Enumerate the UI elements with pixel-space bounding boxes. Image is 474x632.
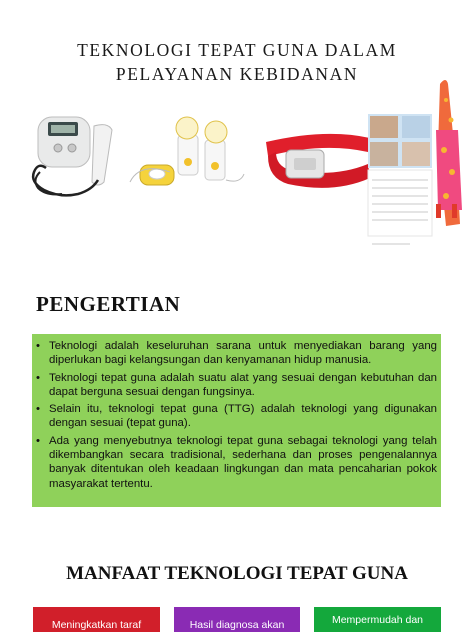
pengertian-heading: PENGERTIAN xyxy=(36,292,181,316)
manfaat-heading: MANFAAT TEKNOLOGI TEPAT GUNA xyxy=(66,563,408,584)
pengertian-list xyxy=(36,339,437,491)
manfaat-card-label: Meningkatkan taraf xyxy=(51,619,142,631)
list-item-text: Teknologi tepat guna adalah suatu alat yang sesuai dengan kebutuhan dan dapat berguna sesuai dengan fungsinya. xyxy=(49,371,437,398)
list-item-text: Selain itu, teknologi tepat guna (TTG) adalah teknologi yang digunakan dengan sesuai (tepat guna). xyxy=(49,403,437,430)
slide-title-line2: PELAYANAN KEBIDANAN xyxy=(115,64,359,84)
list-item-text: Teknologi adalah keseluruhan sarana untuk menyediakan barang yang diperlukan bagi kelangsungan dan kenyamanan hidup manusia. xyxy=(49,340,437,367)
list-item xyxy=(36,371,437,400)
bullet-icon: • xyxy=(36,371,40,384)
manfaat-card-3 xyxy=(314,607,441,632)
bullet-icon: • xyxy=(36,403,40,416)
breast-pump-image xyxy=(130,117,244,185)
list-item xyxy=(36,434,437,491)
tourniquet-image xyxy=(266,134,370,188)
list-item-text: Ada yang menyebutnya teknologi tepat guna sebagai teknologi yang telah dikembangkan secara tradisional, sederhana dan proses pengenalannya banyak ditentukan oleh keadaan lingkungan dan mata pencaharian pokok masyarakat tertentu. xyxy=(49,434,437,490)
manfaat-card-1 xyxy=(33,607,160,632)
manfaat-card-label: Hasil diagnosa akan xyxy=(189,619,285,631)
bullet-icon: • xyxy=(36,434,40,447)
list-item xyxy=(36,402,437,431)
giraffe-chart-image xyxy=(436,80,462,226)
fetal-doppler-image xyxy=(33,117,112,195)
slide-title-line1: TEKNOLOGI TEPAT GUNA DALAM xyxy=(77,40,397,60)
pengertian-box xyxy=(32,334,441,507)
manfaat-card-label: Mempermudah dan xyxy=(331,614,424,626)
bullet-icon: • xyxy=(36,340,40,352)
manfaat-card-2 xyxy=(174,607,300,632)
list-item xyxy=(36,339,437,368)
growth-chart-image xyxy=(368,114,432,244)
slide-title xyxy=(0,38,474,86)
